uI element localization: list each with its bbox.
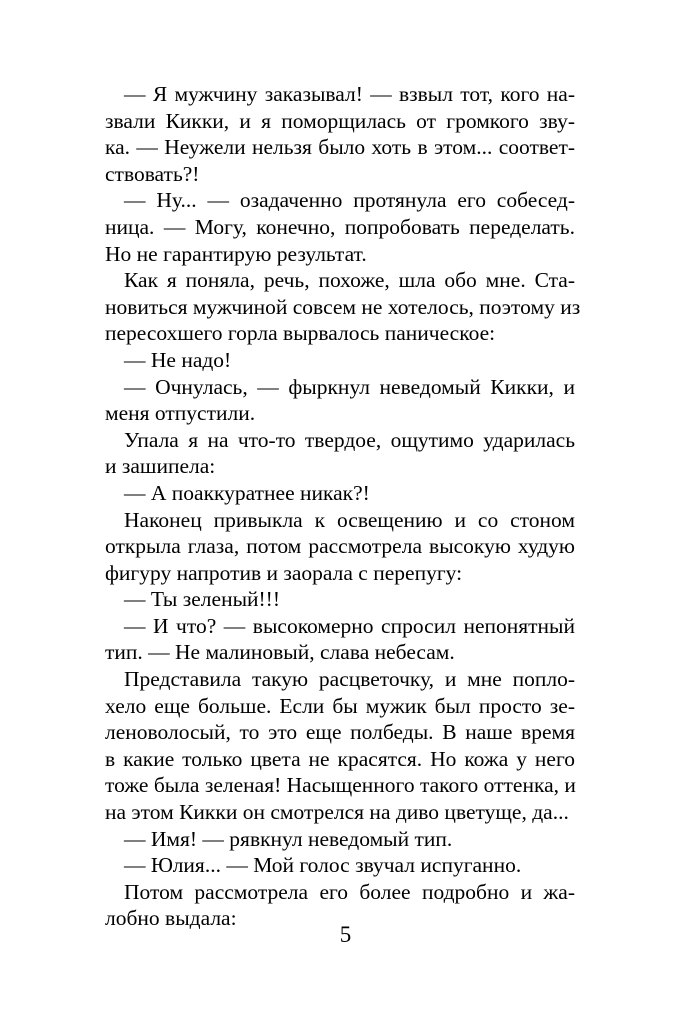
text-line: пересохшего горла вырвалось паническое:	[105, 321, 496, 346]
text-line: лобно выдала:	[105, 906, 237, 931]
text-line: Но не гарантирую результат.	[105, 241, 367, 266]
paragraph	[105, 666, 575, 826]
page-number: 5	[339, 922, 352, 947]
text-line: Представила такую расцветочку, и мне попло-	[124, 667, 575, 692]
text-line: леноволосый, то это еще полбеды. В наше время	[105, 720, 575, 745]
paragraph	[105, 586, 575, 613]
text-line: и зашипела:	[105, 454, 216, 479]
paragraph	[105, 826, 575, 853]
text-line: ствовать?!	[105, 161, 200, 186]
text-line: Упала я на что-то твердое, ощутимо ударилась	[124, 427, 575, 452]
text-line: в какие только цвета не красятся. Но кожа у него	[105, 746, 575, 771]
book-page-text	[105, 81, 581, 932]
text-line: Как я поняла, речь, похоже, шла обо мне. Ста-	[124, 268, 575, 293]
text-line: — Не надо!	[124, 347, 232, 372]
text-line: ница. — Могу, конечно, попробовать переделать.	[105, 214, 575, 239]
paragraph	[105, 187, 575, 267]
paragraph	[105, 852, 575, 879]
text-line: тоже была зеленая! Насыщенного такого оттенка, и	[105, 773, 576, 798]
text-line: хело еще больше. Если бы мужик был просто зе-	[105, 693, 575, 718]
text-line: — А поаккуратнее никак?!	[124, 480, 370, 505]
text-line: Потом рассмотрела его более подробно и жа-	[124, 879, 575, 904]
paragraph	[105, 613, 575, 666]
text-line: ка. — Неужели нельзя было хоть в этом... соответ-	[105, 135, 575, 160]
text-line: — Имя! — рявкнул неведомый тип.	[124, 826, 453, 851]
text-line: — Ты зеленый!!!	[124, 587, 281, 612]
paragraph	[105, 347, 575, 374]
paragraph	[105, 507, 575, 587]
text-line: — Очнулась, — фыркнул неведомый Кикки, и	[124, 374, 575, 399]
paragraph	[105, 81, 575, 187]
paragraph	[105, 480, 575, 507]
text-line: — Юлия... — Мой голос звучал испуганно.	[124, 853, 522, 878]
text-line: — Я мужчину заказывал! — взвыл тот, кого на-	[124, 82, 575, 106]
text-line: тип. — Не малиновый, слава небесам.	[105, 640, 455, 665]
text-line: фигуру напротив и заорала с перепугу:	[105, 560, 463, 585]
paragraph	[105, 374, 575, 427]
paragraph	[105, 267, 581, 347]
text-line: открыла глаза, потом рассмотрела высокую худую	[105, 534, 575, 559]
text-line: Наконец привыкла к освещению и со стоном	[124, 507, 575, 532]
text-line: — Ну... — озадаченно протянула его собесед-	[124, 188, 575, 213]
paragraph	[105, 427, 575, 480]
text-line: на этом Кикки он смотрелся на диво цветуще, да...	[105, 800, 569, 825]
text-line: звали Кикки, и я поморщилась от громкого зву-	[105, 108, 575, 133]
text-line: меня отпустили.	[105, 401, 256, 426]
text-line: новиться мужчиной совсем не хотелось, поэтому из	[105, 294, 581, 319]
text-line: — И что? — высокомерно спросил непонятный	[124, 613, 575, 638]
